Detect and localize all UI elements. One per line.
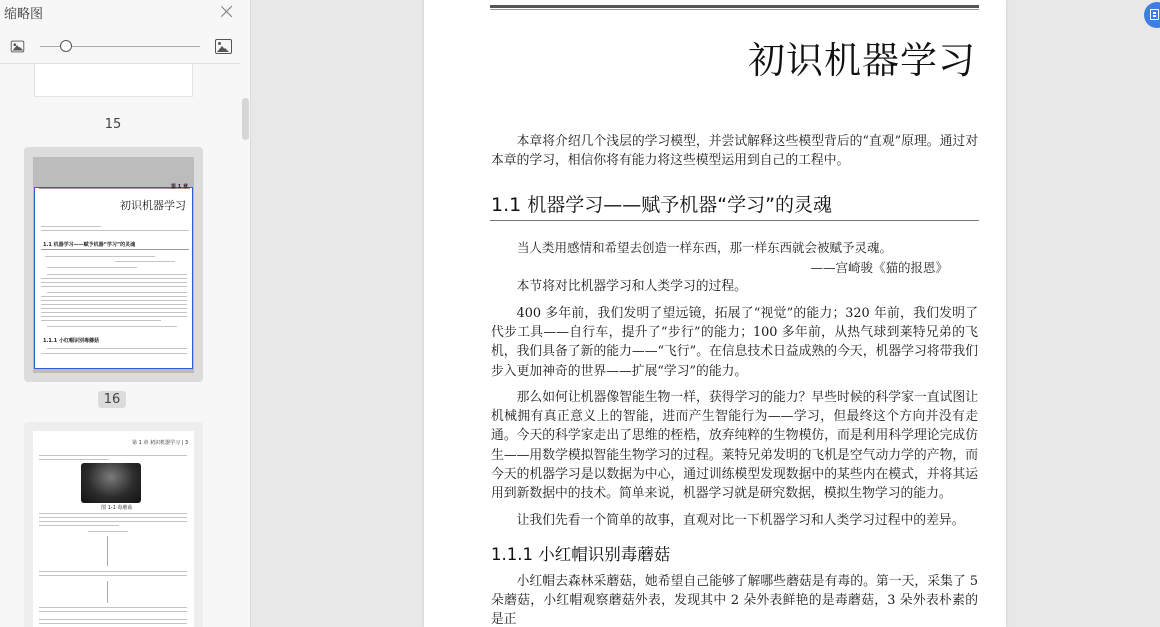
epigraph-source: ——宫崎骏《猫的报恩》 (810, 260, 948, 275)
floating-action-button[interactable] (1144, 2, 1160, 28)
thumbnail-section-heading: 1.1 机器学习——赋予机器“学习”的灵魂 (43, 242, 136, 248)
thumbnail-figure-caption: 图 1-1 毒蘑菇 (101, 505, 133, 511)
floating-action-icon (1150, 9, 1159, 20)
section-heading-1-1: 1.1 机器学习——赋予机器“学习”的灵魂 (491, 194, 832, 216)
thumbnail-subsection-heading: 1.1.1 小红帽识别毒蘑菇 (43, 338, 99, 344)
body-paragraph-4: 让我们先看一个简单的故事，直观对比一下机器学习和人类学习过程中的差异。 (516, 513, 965, 528)
epigraph-quote: 当人类用感情和希望去创造一样东西，那一样东西就会被赋予灵魂。 (517, 240, 893, 255)
thumbnail-sidebar (0, 0, 251, 627)
thumbnail-chapter-label: 第 1 章 (171, 184, 188, 190)
section-rule (490, 220, 979, 221)
body-paragraph-2: 400 多年前，我们发明了望远镜，拓展了“视觉”的能力；320 年前，我们发明了代步工具——自行车，提升了“步行”的能力；100 多年前，从热气球到莱特兄弟的飞机，我们具备了新的能力——“飞行”。在信息技术日益成熟的今天，机器学习将带我们步入更加神奇的世界——扩展“学习”的能力。 (491, 306, 978, 379)
thumbnail-page-number-active: 16 (98, 391, 126, 408)
body-paragraph-3: 那么如何让机器像智能生物一样，获得学习的能力？早些时候的科学家一直试图让机械拥有真正意义上的智能，进而产生智能行为——学习，但最终这个方向并没有走通。今天的科学家走出了思维的桎梏，放弃纯粹的生物模仿，而是利用科学理论完成仿生——用数学模拟智能生物学习的过程。莱特兄弟发明的飞机是空气动力学的产物，而今天的机器学习是以数据为中心，通过训练模型发现数据中的某些内在模式，并将其运用到新数据中的技术。简单来说，机器学习就是研究数据，模拟生物学习的能力。 (491, 390, 978, 502)
thumbnail-page-number: 15 (104, 117, 122, 132)
sidebar-title: 缩略图 (4, 7, 44, 22)
body-paragraph-5: 小红帽去森林采蘑菇，她希望自己能够了解哪些蘑菇是有毒的。第一天，采集了 5 朵蘑菇，小红帽观察蘑菇外表，发现其中 2 朵外表鲜艳的是毒蘑菇，3 朵外表朴素的是正 (491, 574, 978, 627)
large-image-icon[interactable] (215, 39, 232, 54)
section-heading-1-1-1: 1.1.1 小红帽识别毒蘑菇 (491, 545, 671, 564)
header-rule-thin (490, 9, 979, 10)
sidebar-header (0, 0, 251, 24)
intro-paragraph: 本章将介绍几个浅层的学习模型，并尝试解释这些模型背后的“直观”原理。通过对本章的学习，相信你将有能力将这些模型运用到自己的工程中。 (491, 134, 978, 169)
zoom-slider-thumb[interactable] (60, 40, 72, 52)
sidebar-scrollbar-thumb[interactable] (242, 98, 249, 140)
thumbnail-page-image (33, 431, 194, 627)
header-rule (490, 5, 979, 8)
thumbnail-page-16[interactable] (24, 147, 203, 382)
small-image-icon[interactable] (11, 41, 25, 53)
thumbnail-mushroom-image (81, 463, 141, 503)
body-paragraph-1: 本节将对比机器学习和人类学习的过程。 (516, 279, 747, 294)
thumbnail-page-image (34, 64, 193, 97)
thumbnail-page-image (33, 157, 194, 373)
thumbnail-running-header: 第 1 章 初识机器学习 | 3 (132, 440, 188, 446)
thumbnail-page-15[interactable] (24, 64, 203, 106)
chapter-title: 初识机器学习 (748, 39, 976, 82)
thumbnail-zoom-control (0, 34, 251, 58)
document-page (424, 0, 1006, 627)
close-icon[interactable] (218, 3, 236, 21)
thumbnail-chapter-title: 初识机器学习 (120, 199, 186, 212)
thumbnail-page-17[interactable] (24, 422, 203, 627)
